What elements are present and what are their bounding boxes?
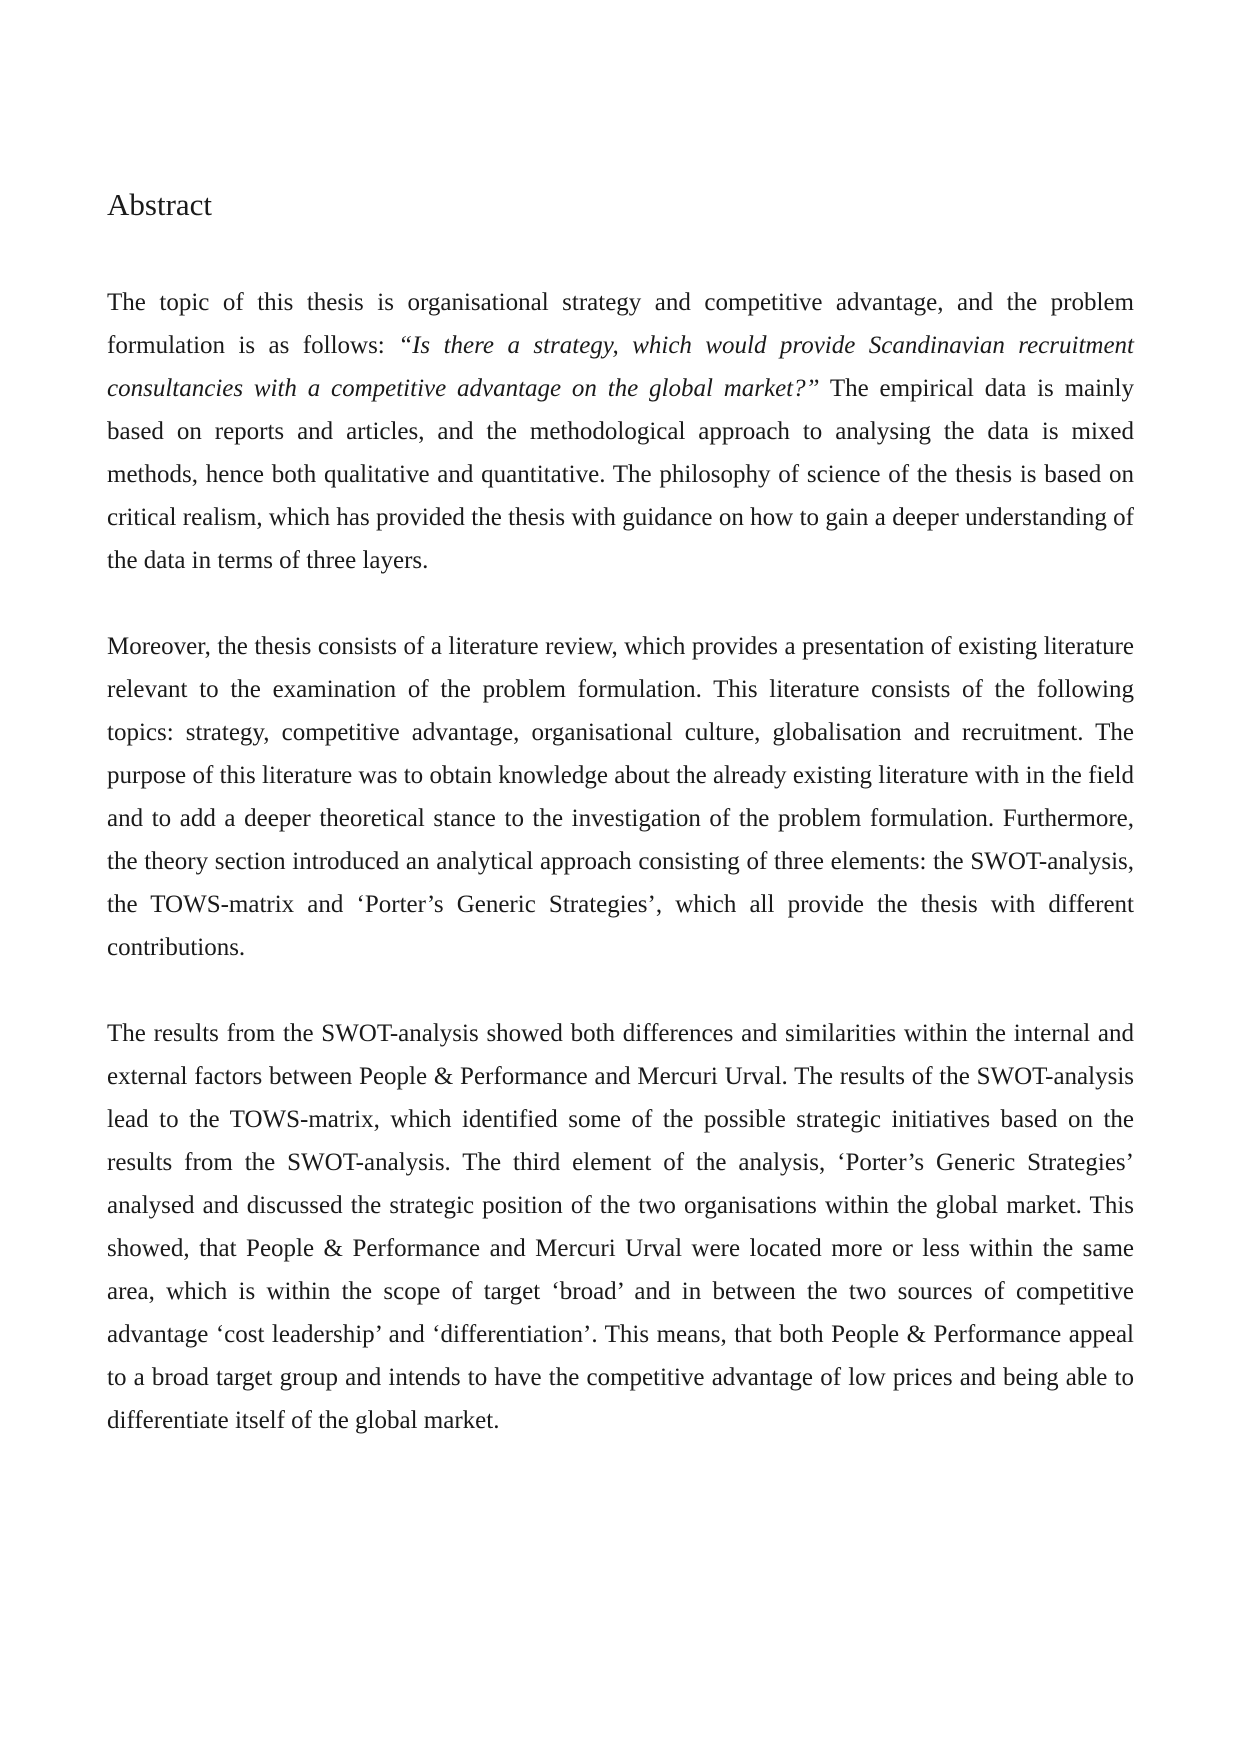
body-text: The topic of this thesis is organisational strategy and competitive advantage, and the problem formulation is as follows: xyxy=(107,289,1134,360)
body-text: Moreover, the thesis consists of a literature review, which provides a presentation of existing literature relevant to the examination of the problem formulation. This literature consists of the following topics: strategy, competitive advantage, organisational culture, globalisation and recruitment. The purpose of this literature was to obtain knowledge about the already existing literature with in the field and to add a deeper theoretical stance to the investigation of the problem formulation. Furthermore, the theory section introduced an analytical approach consisting of three elements: the SWOT-analysis, the TOWS-matrix and ‘Porter’s Generic Strategies’, which all provide the thesis with different contributions. xyxy=(107,633,1134,962)
paragraph xyxy=(107,625,1134,969)
body-text: The results from the SWOT-analysis showed both differences and similarities within the internal and external factors between People & Performance and Mercuri Urval. The results of the SWOT-analysis lead to the TOWS-matrix, which identified some of the possible strategic initiatives based on the results from the SWOT-analysis. The third element of the analysis, ‘Porter’s Generic Strategies’ analysed and discussed the strategic position of the two organisations within the global market. This showed, that People & Performance and Mercuri Urval were located more or less within the same area, which is within the scope of target ‘broad’ and in between the two sources of competitive advantage ‘cost leadership’ and ‘differentiation’. This means, that both People & Performance appeal to a broad target group and intends to have the competitive advantage of low prices and being able to differentiate itself of the global market. xyxy=(107,1020,1134,1435)
paragraph xyxy=(107,281,1134,582)
abstract-body xyxy=(107,281,1134,1442)
italic-quote-text: “Is there a strategy, which would provide Scandinavian recruitment consultancies with a competitive advantage on the global market?” xyxy=(107,332,1134,403)
page-title: Abstract xyxy=(107,187,213,222)
paragraph xyxy=(107,1012,1134,1442)
body-text: The empirical data is mainly based on reports and articles, and the methodological approach to analysing the data is mixed methods, hence both qualitative and quantitative. The philosophy of science of the thesis is based on critical realism, which has provided the thesis with guidance on how to gain a deeper understanding of the data in terms of three layers. xyxy=(107,375,1134,575)
